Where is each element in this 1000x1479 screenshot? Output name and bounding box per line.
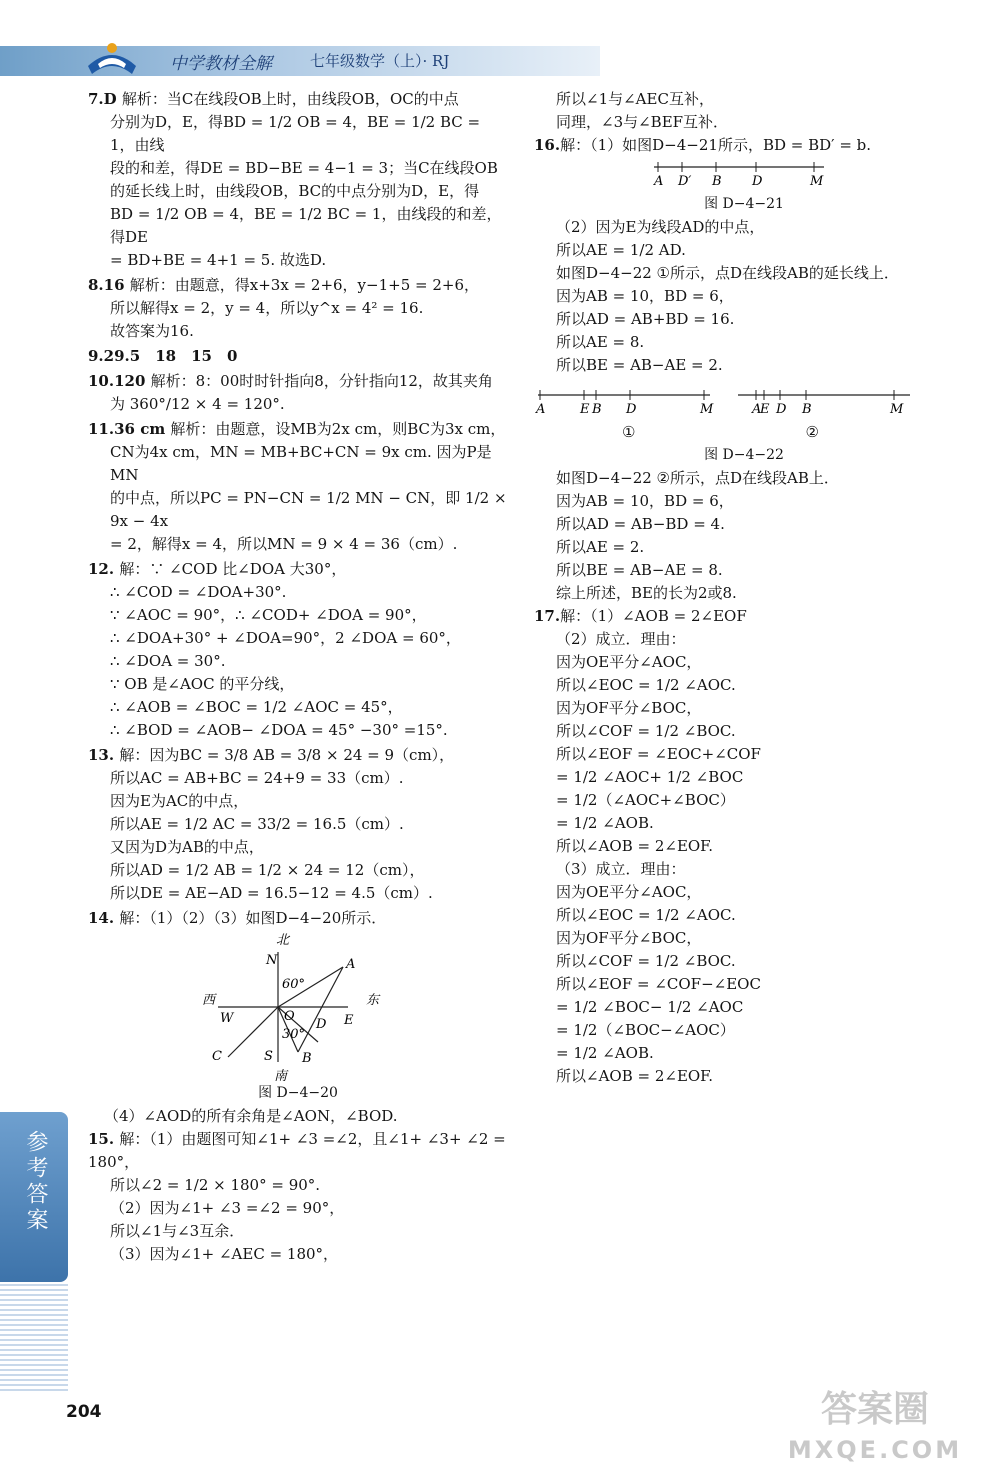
answer-line: 又因为D为AB的中点， <box>110 838 264 856</box>
book-logo-icon <box>84 36 140 80</box>
segment-label: M <box>700 402 714 417</box>
question-item <box>88 558 508 742</box>
answer-line: 因为OF平分∠BOC， <box>556 699 702 717</box>
answer-line: = 1/2 ∠AOB. <box>556 814 654 832</box>
answer-line: 因为OE平分∠AOC， <box>556 883 702 901</box>
answer-line: = 1/2（∠AOC+∠BOC） <box>556 791 735 809</box>
answer-line: （2）因为E为线段AD的中点， <box>556 218 765 236</box>
answer-line: （3）成立．理由： <box>556 860 686 878</box>
question-item <box>88 907 508 930</box>
question-number: 13. <box>88 746 120 764</box>
label-E: E <box>344 1013 354 1028</box>
question-number: 10.120 <box>88 372 151 390</box>
answer-line: = 1/2 ∠AOB. <box>556 1044 654 1062</box>
question-item <box>88 345 508 368</box>
right-column <box>534 88 954 1088</box>
header-subtitle: 七年级数学（上）· RJ <box>310 52 450 70</box>
answer-line: = 1/2（∠BOC−∠AOC） <box>556 1021 735 1039</box>
answer-line: 因为OE平分∠AOC， <box>556 653 702 671</box>
segment-label: D′ <box>678 174 692 189</box>
answer-line: 所以解得x = 2，y = 4，所以y^x = 4² = 16. <box>110 299 424 317</box>
question-text: 解析：8：00时时针指向8，分针指向12，故其夹角 <box>150 372 493 390</box>
answer-line: 因为E为AC的中点， <box>110 792 249 810</box>
label-O: O <box>284 1009 295 1024</box>
question-item <box>88 744 508 905</box>
question-line <box>88 744 508 767</box>
question-text: 解析：由题意，得x+3x = 2+6，y−1+5 = 2+6， <box>129 276 480 294</box>
answer-line: 所以∠EOC = 1/2 ∠AOC. <box>556 906 736 924</box>
figure-marks <box>534 421 954 444</box>
segment-label: D <box>626 402 637 417</box>
segment-label: B <box>712 174 722 189</box>
answer-line: 所以∠EOF = ∠COF−∠EOC <box>556 975 761 993</box>
figure-caption: 图 D−4−22 <box>704 447 784 463</box>
watermark-url: MXQE.COM <box>787 1436 963 1464</box>
page-number: 204 <box>66 1402 102 1422</box>
answer-line: 所以∠COF = 1/2 ∠BOC. <box>556 952 736 970</box>
page-header <box>0 36 640 80</box>
answer-line: 如图D−4−22 ①所示，点D在线段AB的延长线上． <box>556 264 899 282</box>
question-number: 15. <box>88 1130 120 1148</box>
label-N: N <box>266 953 278 968</box>
question-number: 17. <box>534 607 561 625</box>
label-S: S <box>264 1049 273 1064</box>
answer-line: 所以∠1与∠3互余． <box>110 1222 245 1240</box>
question-line <box>534 134 954 157</box>
answer-line: 所以∠1与∠AEC互补， <box>556 90 714 108</box>
question-text: 解析：由题意，设MB为2x cm，则BC为3x cm， <box>170 420 506 438</box>
question-item <box>88 1128 508 1266</box>
side-stripes <box>0 1284 68 1394</box>
header-title: 中学教材全解 <box>170 54 272 74</box>
watermark-text: 答案圈 <box>820 1389 929 1430</box>
dir-north: 北 <box>276 933 290 948</box>
answer-line: 故答案为16. <box>110 322 194 340</box>
question-line <box>88 558 508 581</box>
answer-line: （4）∠AOD的所有余角是∠AON，∠BOD. <box>104 1107 398 1125</box>
segment-label: B <box>802 402 812 417</box>
question-text: 解：因为BC = 3/8 AB = 3/8 × 24 = 9（cm）， <box>119 746 455 764</box>
segment-label: B <box>592 402 602 417</box>
segment-label: M <box>810 174 824 189</box>
answer-line: 同理，∠3与∠BEF互补． <box>556 113 729 131</box>
question-line <box>88 907 508 930</box>
answer-line: ∵ ∠AOC = 90°，∴ ∠COD+ ∠DOA = 90°， <box>110 606 427 624</box>
answer-line: ∴ ∠DOA+30° + ∠DOA=90°，2 ∠DOA = 60°， <box>110 629 461 647</box>
answer-line: 的延长线上时，由线段OB，BC的中点分别为D，E，得 <box>110 182 480 200</box>
figure-mark-2: ② <box>805 423 819 441</box>
answer-line: 所以∠EOC = 1/2 ∠AOC. <box>556 676 736 694</box>
answer-line: 所以AE = 8. <box>556 333 645 351</box>
answer-line: ∴ ∠DOA = 30°. <box>110 652 226 670</box>
watermark <box>760 1390 990 1475</box>
answer-line: 所以AC = AB+BC = 24+9 = 33（cm）. <box>110 769 404 787</box>
answer-line: BD = 1/2 OB = 4，BE = 1/2 BC = 1，由线段的和差，得DE <box>110 205 502 246</box>
question-number: 9.29.5 18 15 0 <box>88 347 238 365</box>
angle-60: 60° <box>282 977 306 992</box>
segment-label: E <box>580 402 590 417</box>
answer-line: 因为OF平分∠BOC， <box>556 929 702 947</box>
segment-label: E <box>760 402 770 417</box>
question-line <box>88 274 508 297</box>
segment-label: A <box>752 402 762 417</box>
question-text: 解：（1）∠AOB = 2∠EOF <box>560 607 747 625</box>
answer-line: ∵ OB 是∠AOC 的平分线， <box>110 675 295 693</box>
answer-line: 所以AE = 2. <box>556 538 645 556</box>
question-line <box>534 605 954 628</box>
figure-segment-22-wrap <box>534 385 954 421</box>
question-number: 16. <box>534 136 561 154</box>
answer-line: ∴ ∠COD = ∠DOA+30°. <box>110 583 287 601</box>
question-text: 解：（1）由题图可知∠1+ ∠3 =∠2，且∠1+ ∠3+ ∠2 = 180°， <box>88 1130 506 1171</box>
question-text: 解：∵ ∠COD 比∠DOA 大30°， <box>119 560 347 578</box>
answer-line: 所以DE = AE−AD = 16.5−12 = 4.5（cm）. <box>110 884 433 902</box>
dir-west: 西 <box>202 993 216 1008</box>
question-line <box>88 418 508 441</box>
segment-label: A <box>654 174 664 189</box>
question-item <box>88 370 508 416</box>
answer-line: 因为AB = 10，BD = 6， <box>556 287 734 305</box>
figure-segment-22b <box>734 385 914 421</box>
answer-line: = 2，解得x = 4，所以MN = 9 × 4 = 36（cm）. <box>110 535 458 553</box>
answer-line: = 1/2 ∠AOC+ 1/2 ∠BOC <box>556 768 744 786</box>
figure-caption: 图 D−4−21 <box>704 196 784 212</box>
question-line <box>88 1128 508 1174</box>
answer-line: 所以∠AOB = 2∠EOF. <box>556 837 714 855</box>
label-W: W <box>220 1011 234 1026</box>
answer-line: 因为AB = 10，BD = 6， <box>556 492 734 510</box>
label-C: C <box>212 1049 222 1064</box>
answer-line: 如图D−4−22 ②所示，点D在线段AB上． <box>556 469 839 487</box>
answer-line: 分别为D，E，得BD = 1/2 OB = 4，BE = 1/2 BC = 1，由线 <box>110 113 481 154</box>
answer-line: ∴ ∠BOD = ∠AOB− ∠DOA = 45° −30° =15°. <box>110 721 448 739</box>
answer-line: 为 360°/12 × 4 = 120°. <box>110 395 285 413</box>
angle-30: 30° <box>282 1027 306 1042</box>
answer-line: 所以∠2 = 1/2 × 180° = 90°. <box>110 1176 321 1194</box>
label-A: A <box>346 957 356 972</box>
segment-label: A <box>536 402 546 417</box>
dir-south: 南 <box>274 1069 288 1082</box>
question-line <box>88 88 508 111</box>
question-text: 解：（1）（2）（3）如图D−4−20所示． <box>119 909 387 927</box>
figure-segment-21 <box>644 157 844 193</box>
question-text: 解：（1）如图D−4−21所示，BD = BD′ = b. <box>560 136 872 154</box>
answer-line: 段的和差，得DE = BD−BE = 4−1 = 3；当C在线段OB <box>110 159 498 177</box>
question-number: 11.36 cm <box>88 420 171 438</box>
answer-line: 所以AD = AB+BD = 16. <box>556 310 735 328</box>
answer-line: （2）成立．理由： <box>556 630 686 648</box>
question-item <box>88 88 508 272</box>
segment-label: D <box>776 402 787 417</box>
answer-line: 所以BE = AB−AE = 8. <box>556 561 723 579</box>
answer-line: 所以BE = AB−AE = 2. <box>556 356 723 374</box>
answer-line: 所以∠COF = 1/2 ∠BOC. <box>556 722 736 740</box>
answer-line: 所以AD = AB−BD = 4. <box>556 515 725 533</box>
answer-line: （2）因为∠1+ ∠3 =∠2 = 90°， <box>110 1199 345 1217</box>
figure-mark-1: ① <box>622 423 636 441</box>
answer-line: 所以AE = 1/2 AD. <box>556 241 686 259</box>
answer-line: CN为4x cm，MN = MB+BC+CN = 9x cm. 因为P是MN <box>110 443 492 484</box>
segment-label: M <box>890 402 904 417</box>
answer-line: = 1/2 ∠BOC− 1/2 ∠AOC <box>556 998 744 1016</box>
question-number: 8.16 <box>88 276 130 294</box>
answer-line: 所以∠EOF = ∠EOC+∠COF <box>556 745 761 763</box>
answer-line: = BD+BE = 4+1 = 5. 故选D. <box>110 251 327 269</box>
left-column <box>88 88 508 1268</box>
figure-caption: 图 D−4−20 <box>258 1085 338 1101</box>
figure-compass <box>198 932 398 1082</box>
label-B: B <box>302 1051 312 1066</box>
question-line <box>88 370 508 393</box>
figure-segment-22a <box>534 385 714 421</box>
answer-line: 综上所述，BE的长为2或8. <box>556 584 737 602</box>
question-line <box>88 345 508 368</box>
question-number: 7.D <box>88 90 122 108</box>
label-D: D <box>316 1017 327 1032</box>
question-text: 解析：当C在线段OB上时，由线段OB，OC的中点 <box>121 90 459 108</box>
answer-line: 所以AD = 1/2 AB = 1/2 × 24 = 12（cm）， <box>110 861 425 879</box>
answer-line: 的中点，所以PC = PN−CN = 1/2 MN − CN，即 1/2 × 9x − 4x <box>110 489 507 530</box>
answer-line: 所以AE = 1/2 AC = 33/2 = 16.5（cm）. <box>110 815 404 833</box>
question-number: 14. <box>88 909 120 927</box>
answer-line: ∴ ∠AOB = ∠BOC = 1/2 ∠AOC = 45°， <box>110 698 403 716</box>
question-item <box>88 418 508 556</box>
side-tab-label: 参考答案 <box>23 1130 48 1234</box>
segment-label: D <box>752 174 763 189</box>
answer-line: 所以∠AOB = 2∠EOF. <box>556 1067 714 1085</box>
question-item <box>88 274 508 343</box>
answer-line: （3）因为∠1+ ∠AEC = 180°， <box>110 1245 339 1263</box>
question-number: 12. <box>88 560 120 578</box>
dir-east: 东 <box>366 993 380 1008</box>
